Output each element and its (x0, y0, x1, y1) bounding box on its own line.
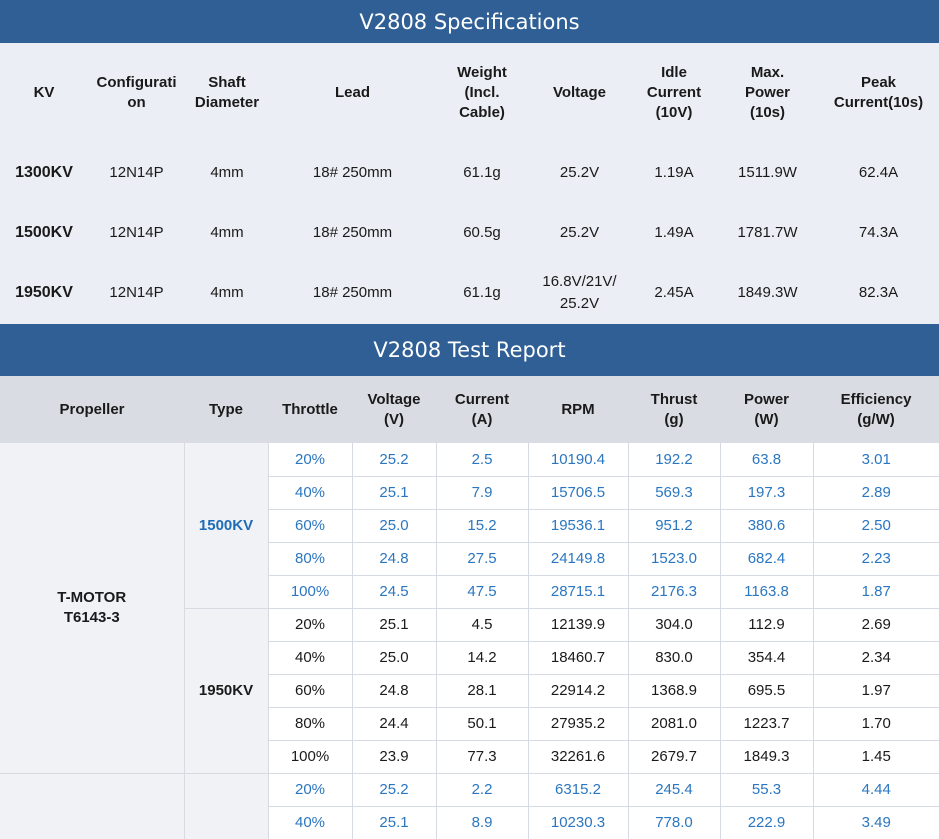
spec-table (0, 43, 939, 323)
spec-row (0, 263, 939, 323)
test-cell: 23.9 (352, 740, 436, 773)
spec-cell: 1.19A (654, 164, 694, 181)
test-cell: 18460.7 (528, 641, 628, 674)
test-cell: 32261.6 (528, 740, 628, 773)
test-cell: 1.87 (813, 575, 939, 608)
spec-row (0, 143, 939, 203)
test-cell: 222.9 (720, 806, 813, 839)
test-cell: 569.3 (628, 476, 720, 509)
test-cell: 1.70 (813, 707, 939, 740)
spec-header-cell: Peak Current(10s) (833, 74, 924, 111)
spec-cell: 25.2V (559, 224, 600, 241)
test-cell: 40% (268, 806, 352, 839)
spec-header-cell: Weight (Incl. Cable) (457, 64, 507, 121)
spec-cell: 60.5g (463, 224, 501, 241)
test-cell: 47.5 (436, 575, 528, 608)
test-row (0, 773, 939, 806)
test-cell: 1163.8 (720, 575, 813, 608)
test-cell: 304.0 (628, 608, 720, 641)
test-header-cell: Thrust (g) (628, 376, 720, 443)
test-cell: 25.0 (352, 509, 436, 542)
test-cell: 28715.1 (528, 575, 628, 608)
test-cell: 2.23 (813, 542, 939, 575)
test-header-row (0, 376, 939, 443)
spec-cell: 2.45A (654, 284, 694, 301)
test-cell: 60% (268, 509, 352, 542)
test-cell: 682.4 (720, 542, 813, 575)
test-cell: 19536.1 (528, 509, 628, 542)
test-cell: 192.2 (628, 443, 720, 476)
spec-cell: 1.49A (654, 224, 694, 241)
spec-title: V2808 Specifications (359, 9, 580, 34)
spec-kv-cell: 1500KV (15, 224, 73, 241)
test-header-cell: Voltage (V) (352, 376, 436, 443)
test-cell: 40% (268, 641, 352, 674)
test-cell: 25.1 (352, 476, 436, 509)
test-cell: 25.2 (352, 443, 436, 476)
test-table-section (0, 376, 939, 839)
test-header-cell: Efficiency (g/W) (813, 376, 939, 443)
test-cell: 27.5 (436, 542, 528, 575)
test-cell: 6315.2 (528, 773, 628, 806)
test-cell: 778.0 (628, 806, 720, 839)
spec-row (0, 203, 939, 263)
test-cell: 24.8 (352, 674, 436, 707)
test-cell: 100% (268, 575, 352, 608)
spec-header-cell: Configurati on (96, 74, 177, 111)
spec-cell: 25.2V (559, 164, 600, 181)
test-cell: 4.5 (436, 608, 528, 641)
test-header-cell: Type (184, 376, 268, 443)
test-cell: 2.5 (436, 443, 528, 476)
test-cell: 2176.3 (628, 575, 720, 608)
test-cell: 15706.5 (528, 476, 628, 509)
test-cell: 80% (268, 542, 352, 575)
spec-cell: 1849.3W (737, 284, 798, 301)
test-cell: 354.4 (720, 641, 813, 674)
test-cell: 27935.2 (528, 707, 628, 740)
test-cell: 2081.0 (628, 707, 720, 740)
propeller-cell: T-MOTOR T6143-3 (0, 443, 184, 773)
test-cell: 20% (268, 773, 352, 806)
test-cell: 2.69 (813, 608, 939, 641)
test-cell: 24.4 (352, 707, 436, 740)
test-cell: 2679.7 (628, 740, 720, 773)
spec-cell: 16.8V/21V/ 25.2V (542, 273, 617, 312)
test-cell: 20% (268, 608, 352, 641)
test-cell: 2.50 (813, 509, 939, 542)
spec-title-banner (0, 0, 939, 43)
test-cell: 77.3 (436, 740, 528, 773)
spec-cell: 4mm (210, 164, 244, 181)
spec-header-row (0, 43, 939, 143)
test-cell: 3.49 (813, 806, 939, 839)
test-title: V2808 Test Report (373, 338, 566, 362)
test-cell: 2.2 (436, 773, 528, 806)
test-cell: 14.2 (436, 641, 528, 674)
spec-cell: 12N14P (109, 284, 164, 301)
spec-cell: 18# 250mm (312, 164, 393, 181)
test-cell: 830.0 (628, 641, 720, 674)
test-cell: 1523.0 (628, 542, 720, 575)
test-cell: 2.89 (813, 476, 939, 509)
test-cell: 10190.4 (528, 443, 628, 476)
spec-table-section (0, 43, 939, 324)
spec-cell: 18# 250mm (312, 224, 393, 241)
motor-type-cell (184, 773, 268, 839)
spec-header-cell: Shaft Diameter (194, 74, 260, 111)
test-cell: 25.1 (352, 806, 436, 839)
spec-header-cell: KV (33, 84, 55, 101)
spec-cell: 82.3A (858, 284, 899, 301)
test-cell: 55.3 (720, 773, 813, 806)
spec-header-cell: Voltage (552, 84, 607, 101)
spec-cell: 74.3A (858, 224, 899, 241)
spec-cell: 12N14P (109, 224, 164, 241)
test-cell: 1223.7 (720, 707, 813, 740)
test-header-cell: Current (A) (436, 376, 528, 443)
test-cell: 24149.8 (528, 542, 628, 575)
test-header-cell: RPM (528, 376, 628, 443)
propeller-cell (0, 773, 184, 839)
test-cell: 12139.9 (528, 608, 628, 641)
test-cell: 7.9 (436, 476, 528, 509)
test-cell: 80% (268, 707, 352, 740)
test-cell: 951.2 (628, 509, 720, 542)
test-cell: 25.2 (352, 773, 436, 806)
test-cell: 8.9 (436, 806, 528, 839)
test-cell: 24.5 (352, 575, 436, 608)
test-cell: 695.5 (720, 674, 813, 707)
test-cell: 60% (268, 674, 352, 707)
spec-cell: 1511.9W (738, 164, 797, 181)
spec-kv-cell: 1950KV (15, 284, 73, 301)
test-row (0, 443, 939, 476)
test-cell: 3.01 (813, 443, 939, 476)
test-cell: 24.8 (352, 542, 436, 575)
test-cell: 28.1 (436, 674, 528, 707)
spec-kv-cell: 1300KV (15, 164, 73, 181)
test-cell: 245.4 (628, 773, 720, 806)
test-cell: 1.97 (813, 674, 939, 707)
spec-cell: 18# 250mm (312, 284, 393, 301)
test-header-cell: Power (W) (720, 376, 813, 443)
test-header-cell: Propeller (0, 376, 184, 443)
test-cell: 63.8 (720, 443, 813, 476)
motor-type-cell: 1500KV (184, 443, 268, 608)
spec-cell: 61.1g (463, 284, 501, 301)
spec-header-cell: Lead (334, 84, 370, 101)
motor-type-cell: 1950KV (184, 608, 268, 773)
test-cell: 100% (268, 740, 352, 773)
test-cell: 4.44 (813, 773, 939, 806)
test-cell: 40% (268, 476, 352, 509)
test-cell: 25.0 (352, 641, 436, 674)
spec-cell: 61.1g (463, 164, 501, 181)
spec-cell: 1781.7W (737, 224, 798, 241)
test-cell: 1368.9 (628, 674, 720, 707)
test-cell: 20% (268, 443, 352, 476)
test-cell: 1849.3 (720, 740, 813, 773)
spec-cell: 4mm (210, 224, 244, 241)
test-cell: 10230.3 (528, 806, 628, 839)
test-cell: 197.3 (720, 476, 813, 509)
spec-cell: 4mm (210, 284, 244, 301)
test-table (0, 376, 939, 839)
test-cell: 2.34 (813, 641, 939, 674)
spec-header-cell: Idle Current (10V) (646, 64, 702, 121)
test-header-cell: Throttle (268, 376, 352, 443)
test-cell: 112.9 (720, 608, 813, 641)
spec-cell: 62.4A (858, 164, 899, 181)
test-cell: 25.1 (352, 608, 436, 641)
spec-cell: 12N14P (109, 164, 164, 181)
test-cell: 1.45 (813, 740, 939, 773)
test-title-banner (0, 324, 939, 376)
test-cell: 380.6 (720, 509, 813, 542)
test-cell: 50.1 (436, 707, 528, 740)
test-cell: 22914.2 (528, 674, 628, 707)
test-cell: 15.2 (436, 509, 528, 542)
spec-header-cell: Max. Power (10s) (744, 64, 790, 121)
